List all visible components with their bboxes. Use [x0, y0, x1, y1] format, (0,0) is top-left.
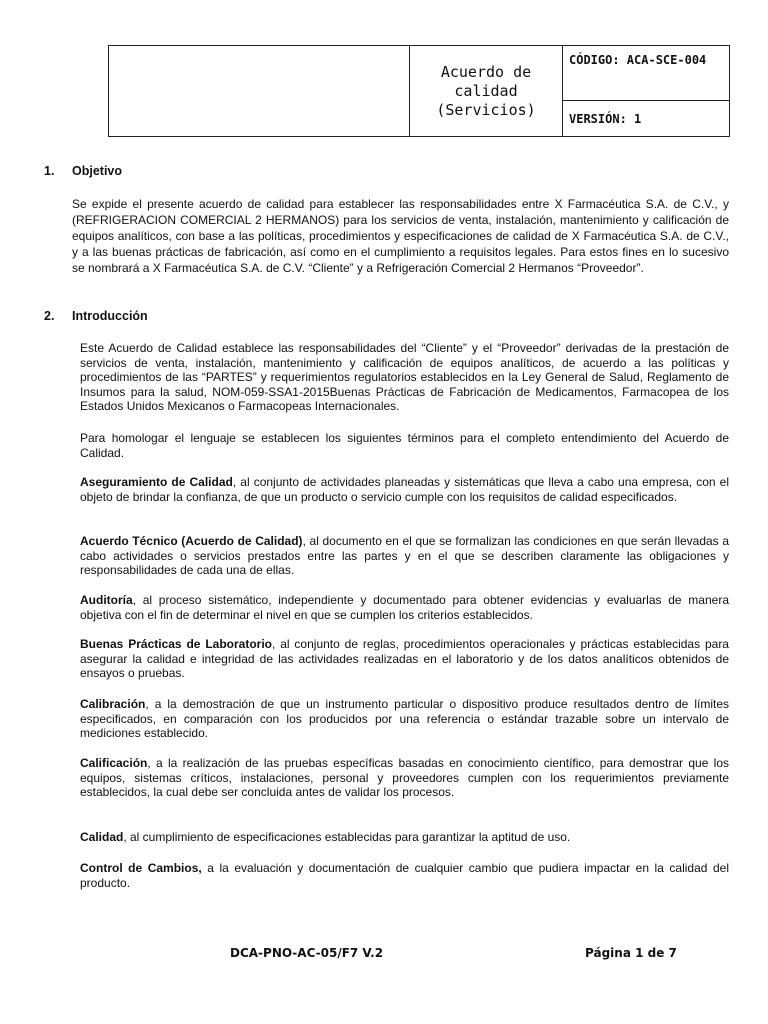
- term-definition: [80, 697, 729, 741]
- section-title: Introducción: [72, 309, 148, 323]
- term-text: , al conjunto de actividades planeadas y sistemáticas que lleva a cabo una empresa, con el objeto de brindar la confianza, de que un producto o servicio cumple con los requisitos de calidad especificados.: [80, 475, 729, 504]
- term-text: , al proceso sistemático, independiente y documentado para obtener evidencias y evaluarlas de manera objetiva con el fin de determinar el nivel en que se cumplen los criterios establecidos.: [80, 593, 729, 622]
- document-version: VERSIÓN: 1: [563, 101, 730, 137]
- document-code: CÓDIGO: ACA-SCE-004: [563, 46, 730, 101]
- section-number: 2.: [44, 309, 55, 323]
- intro-paragraph-2: Para homologar el lenguaje se establecen los siguientes términos para el completo entendimiento del Acuerdo de Calidad.: [80, 431, 729, 460]
- intro-paragraph-1: Este Acuerdo de Calidad establece las responsabilidades del “Cliente” y el “Proveedor” derivadas de la prestación de servicios de venta, instalación, mantenimiento y calificación de equipos analíticos, de acuerdo a las políticas y procedimientos de las “PARTES” y requerimientos regulatorios establecidos en la Ley General de Salud, Reglamento de Insumos para la salud, NOM-059-SSA1-2015Buenas Prácticas de Fabricación de Medicamentos, Farmacopea de los Estados Unidos Mexicanos o Farmacopeas Internacionales.: [80, 341, 729, 413]
- term-name: Control de Cambios,: [80, 861, 202, 875]
- term-definition: [80, 830, 729, 845]
- term-name: Calificación: [80, 756, 148, 770]
- term-name: Calidad: [80, 830, 124, 844]
- term-name: Auditoría: [80, 593, 133, 607]
- footer-document-id: DCA-PNO-AC-05/F7 V.2: [230, 946, 384, 960]
- term-name: Calibración: [80, 697, 146, 711]
- section-heading-objetivo: [44, 164, 122, 178]
- term-text: , a la demostración de que un instrumento particular o dispositivo produce resultados dentro de límites especificados, en comparación con los producidos por una referencia o estándar trazable sobre un intervalo de mediciones establecido.: [80, 697, 729, 740]
- document-title: Acuerdo de calidad (Servicios): [410, 46, 563, 137]
- term-name: Aseguramiento de Calidad: [80, 475, 233, 489]
- term-text: , al conjunto de reglas, procedimientos operacionales y prácticas establecidas para asegurar la calidad e integridad de las actividades realizadas en el laboratorio y de los datos analíticos obtenidos de ensayos o pruebas.: [80, 637, 729, 680]
- term-text: , a la realización de las pruebas específicas basadas en conocimiento científico, para demostrar que los equipos, sistemas críticos, instalaciones, personal y proveedores cumplen con los requerimientos previamente establecidos, la cual debe ser concluida antes de validar los procesos.: [80, 756, 729, 799]
- section-heading-introduccion: [44, 309, 148, 323]
- term-name: Acuerdo Técnico (Acuerdo de Calidad): [80, 534, 303, 548]
- logo-cell: [109, 46, 410, 137]
- section-number: 1.: [44, 164, 55, 178]
- objetivo-paragraph: Se expide el presente acuerdo de calidad para establecer las responsabilidades entre X Farmacéutica S.A. de C.V., y (REFRIGERACION COMERCIAL 2 HERMANOS) para los servicios de venta, instalación, mantenimiento y calificación de equipos analíticos, con base a las políticas, procedimientos y especificaciones de calidad de X Farmacéutica S.A. de C.V., y a las buenas prácticas de fabricación, así como en el cumplimiento a requisitos legales. Para estos fines en lo sucesivo se nombrará a X Farmacéutica S.A. de C.V. “Cliente” y a Refrigeración Comercial 2 Hermanos “Proveedor”.: [72, 197, 729, 275]
- term-text: , al cumplimiento de especificaciones establecidas para garantizar la aptitud de uso.: [123, 830, 571, 844]
- term-definition: [80, 861, 729, 890]
- section-title: Objetivo: [72, 164, 123, 178]
- term-text: a la evaluación y documentación de cualquier cambio que pudiera impactar en la calidad del producto.: [80, 861, 729, 890]
- term-definition: [80, 475, 729, 504]
- document-header: [108, 45, 730, 137]
- term-definition: [80, 534, 729, 578]
- term-definition: [80, 593, 729, 622]
- footer-page-number: Página 1 de 7: [585, 946, 677, 960]
- term-text: , al documento en el que se formalizan las condiciones en que serán llevadas a cabo actividades o servicios prestados entre las partes y en el que se describen claramente las obligaciones y responsabilidades de cada una de ellas.: [80, 534, 729, 577]
- term-definition: [80, 756, 729, 800]
- term-definition: [80, 637, 729, 681]
- term-name: Buenas Prácticas de Laboratorio: [80, 637, 273, 651]
